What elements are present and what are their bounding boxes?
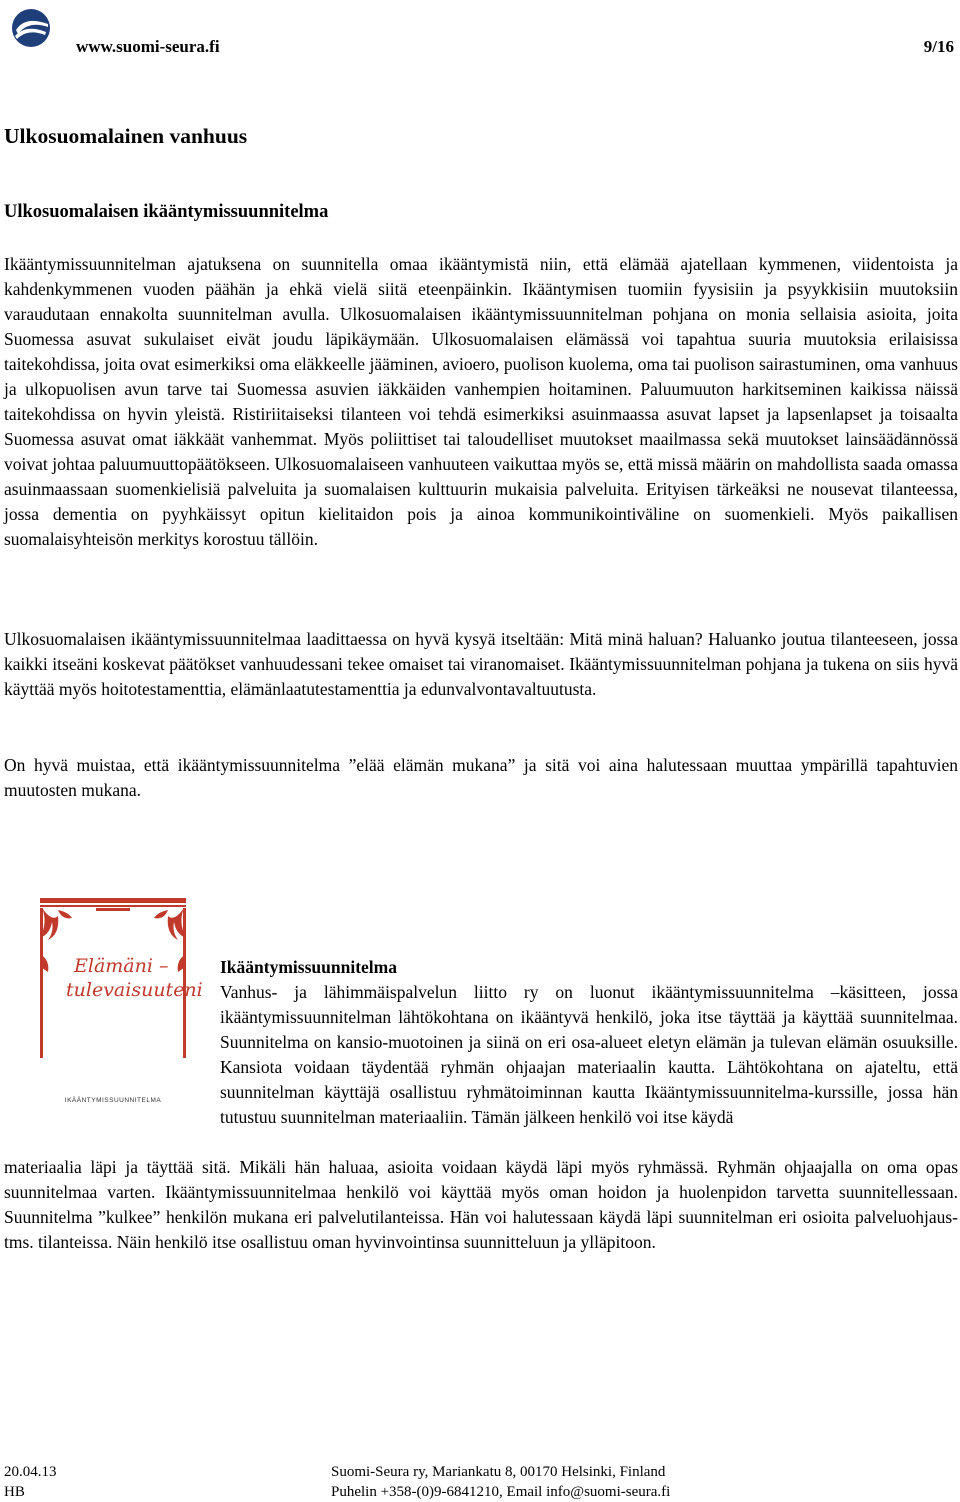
paragraph-questions: Ulkosuomalaisen ikääntymissuunnitelmaa laadittaessa on hyvä kysyä itseltään: Mitä minä haluan? Haluanko joutua tilanteeseen, jossa kaikki itseäni koskevat päätökset vanhuudessani tekee omaiset tai viranomaiset. Ikääntymissuunnitelman pohjana ja tukena on siis hyvä käyttää myös hoitotestamenttia, elämänlaatutestamenttia ja edunvalvontavaltuutusta. [4,629,958,699]
footer-address: Suomi-Seura ry, Mariankatu 8, 00170 Helsinki, Finland [331,1464,666,1480]
paragraph-intro: Ikääntymissuunnitelman ajatuksena on suunnitella omaa ikääntymistä niin, että elämää ajatellaan kymmenen, viidentoista ja kahdenkymmenen vuoden päähän ja ehkä vielä siitä eteenpäinkin. Ikääntymisen tuomiin fyysisiin ja psyykkisiin muutoksiin varaudutaan ennakolta suunnitelman avulla. Ulkosuomalaisen ikääntymissuunnitelman pohjana on monia sellaisia asioita, joita Suomessa asuvat sukulaiset eivät joudu läpikäymään. Ulkosuomalaisen elämässä voi tapahtua suuria muutoksia erilaisissa taitekohdissa, joita ovat esimerkiksi oma eläkkeelle jääminen, avioero, puolison kuolema, oma tai puolison sairastuminen, oma vanhuus ja ulkopuolisen avun tarve tai Suomessa asuvien iäkkäiden vanhempien hoitaminen. Paluumuuton harkitseminen kaikissa näissä taitekohdissa on hyvin yleistä. Ristiriitaiseksi tilanteen voi tehdä esimerkiksi asuinmaassa asuvat lapset ja lapsenlapset ja toisaalta Suomessa asuvat omat iäkkäät vanhemmat. Myös poliittiset tai taloudelliset muutokset maailmassa sekä muutokset lainsäädännössä voivat johtaa paluumuuttopäätökseen. Ulkosuomalaiseen vanhuuteen vaikuttaa myös se, että missä määrin on mahdollista saada omassa asuinmaassaan suomenkielisiä palveluita ja suomalaisen kulttuurin mukaisia palveluita. Erityisen tärkeäksi ne nousevat tilanteessa, jossa dementia on pyyhkäissyt opitun kielitaidon pois ja ainoa kommunikointiväline on suomenkieli. Myös paikallisen suomalaisyhteisön merkitys korostuu tällöin. [4,254,958,549]
paragraph-reminder: On hyvä muistaa, että ikääntymissuunnitelma ”elää elämän mukana” ja sitä voi aina halutessaan muuttaa ympärillä tapahtuvien muutosten mukana. [4,755,958,800]
cover-title-line2: tulevaisuuteni [66,979,203,1001]
cover-title-line1: Elämäni – [74,955,169,977]
book-heading: Ikääntymissuunnitelma [220,957,397,977]
footer-contact: Puhelin +358-(0)9-6841210, Email info@suomi-seura.fi [331,1484,671,1500]
footer-date: 20.04.13 [4,1464,57,1480]
suomi-seura-logo-icon [10,8,52,48]
section-heading: Ulkosuomalaisen ikääntymissuunnitelma [4,202,329,222]
book-description-part1: Vanhus- ja lähimmäispalvelun liitto ry on luonut ikääntymissuunnitelma –käsitteen, jossa ikääntymissuunnitelman lähtökohtana on ikääntyvä henkilö, joka itse täyttää ja käyttää suunnitelmaa. Suunnitelma on kansio-muotoinen ja siinä on eri osa-alueet eletyn elämän ja tulevan elämän osuuksille. Kansiota voidaan täydentää ryhmän ohjaajan materiaalin kautta. Lähtökohtana on ajateltu, että suunnitelman käyttäjä osallistuu ryhmätoiminnan kautta Ikääntymissuunnitelma-kurssille, jossa hän tutustuu suunnitelman materiaaliin. Tämän jälkeen henkilö voi itse käydä [220,982,958,1127]
book-cover-image [38,896,203,1122]
header-url[interactable]: www.suomi-seura.fi [76,37,220,56]
page-title: Ulkosuomalainen vanhuus [4,124,248,148]
page-number: 9/16 [923,37,954,56]
book-description-part2: materiaalia läpi ja täyttää sitä. Mikäli hän haluaa, asioita voidaan käydä läpi myös ryhmässä. Ryhmän ohjaajalla on oma opas suunnitelmaa varten. Ikääntymissuunnitelmaa henkilö voi käyttää myös oman hoidon ja huolenpidon tarvetta suunnitellessaan. Suunnitelma ”kulkee” henkilön mukana eri palvelutilanteissa. Hän voi halutessaan käydä läpi suunnitelman eri osioita palveluohjaus- tms. tilanteissa. Näin henkilö itse osallistuu oman hyvinvointinsa suunnitteluun ja ylläpitoon. [4,1157,958,1252]
cover-caption: IKÄÄNTYMISSUUNNITELMA [64,1097,162,1104]
footer-initials: HB [4,1484,25,1500]
